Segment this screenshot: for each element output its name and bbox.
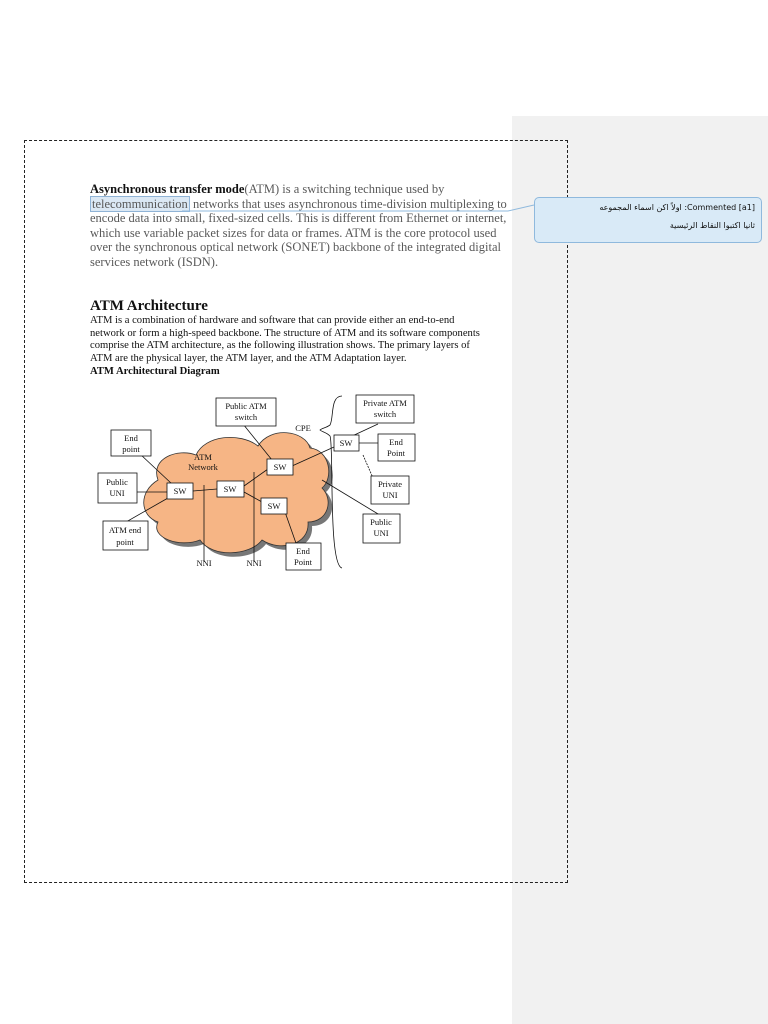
comment-connector: [182, 205, 534, 211]
atm-end-point-line-a: ATM end: [108, 525, 142, 535]
switch-sw3: [267, 459, 293, 475]
para-line5: over the synchronous optical network (SONET) backbone of the integrated digital: [90, 240, 501, 255]
diagram-title: ATM Architectural Diagram: [90, 366, 220, 377]
switch-sw2: [217, 481, 244, 497]
comment-line-2: ثانيا اكتبوا النقاط الرئيسية: [669, 221, 755, 230]
public-uni-2-line-a: Public: [370, 517, 392, 527]
bold-term: Asynchronous transfer mode: [90, 182, 245, 196]
comment-line-1: Commented [a1]: اولاً اكن اسماء المجموعه: [599, 203, 755, 212]
atm-network-label-1: ATM: [194, 452, 212, 462]
private-atm-switch-box: [356, 395, 414, 423]
sw2-label: SW: [223, 484, 237, 494]
para-line2: networks that uses asynchronous time-division multiplexing to: [189, 196, 507, 211]
public-atm-switch-box: [216, 398, 276, 426]
arch-line3: comprise the ATM architecture, as the following illustration shows. The primary layers of: [90, 340, 470, 352]
sw3-label: SW: [273, 462, 287, 472]
end-point-1-line-a: End: [124, 433, 138, 443]
para-line1: (ATM) is a switching technique used by: [244, 182, 445, 196]
para-line6: services network (ISDN).: [90, 254, 219, 269]
switch-sw4: [261, 498, 287, 514]
switch-sw-private: [334, 435, 359, 451]
sw4-label: SW: [267, 501, 281, 511]
atm-end-point-line-b: point: [116, 537, 134, 547]
private-uni-line-a: Private: [377, 479, 403, 489]
end-point-box-2: [378, 434, 415, 461]
end-point-3-line-b: Point: [294, 557, 312, 567]
end-point-3-line-a: End: [296, 546, 310, 556]
atm-end-point-box: [103, 521, 148, 550]
nni-label-2: NNI: [246, 558, 262, 568]
cpe-label: CPE: [295, 423, 311, 433]
private-uni-line-b: UNI: [382, 490, 398, 500]
para-line3: encode data into small, fixed-sized cells. This is different from Ethernet or internet,: [90, 211, 507, 226]
end-point-box-1: [111, 430, 151, 456]
nni-label-1: NNI: [196, 558, 212, 568]
public-switch-label-2: switch: [234, 412, 258, 422]
public-uni-1-line-b: UNI: [109, 488, 125, 498]
para-line4: which use variable packet sizes for data or frames. ATM is the core protocol used: [90, 225, 497, 240]
highlighted-word[interactable]: telecommunication: [92, 196, 188, 211]
section-heading: ATM Architecture: [90, 298, 208, 314]
public-switch-label-1: Public ATM: [225, 401, 267, 411]
switch-sw1: [167, 483, 193, 499]
atm-network-label-2: Network: [188, 462, 218, 472]
end-point-2-line-a: End: [389, 437, 403, 447]
private-uni-box: [371, 476, 409, 504]
arch-line4: ATM are the physical layer, the ATM layer, and the ATM Adaptation layer.: [90, 353, 407, 365]
end-point-box-3: [286, 543, 321, 570]
link-private-uni: [363, 455, 373, 478]
comment-box[interactable]: [534, 197, 762, 243]
public-uni-1-line-a: Public: [106, 477, 128, 487]
private-switch-label-2: switch: [373, 409, 397, 419]
sw-private-label: SW: [339, 438, 353, 448]
end-point-2-line-b: Point: [387, 448, 405, 458]
public-uni-2-line-b: UNI: [373, 528, 389, 538]
public-uni-box-2: [363, 514, 400, 543]
arch-line1: ATM is a combination of hardware and software that can provide either an end-to-end: [90, 315, 455, 326]
end-point-1-line-b: point: [122, 444, 140, 454]
sw1-label: SW: [173, 486, 187, 496]
arch-line2: network or form a high-speed backbone. The structure of ATM and its software components: [90, 327, 480, 339]
private-switch-label-1: Private ATM: [363, 398, 407, 408]
public-uni-box-1: [98, 473, 137, 503]
